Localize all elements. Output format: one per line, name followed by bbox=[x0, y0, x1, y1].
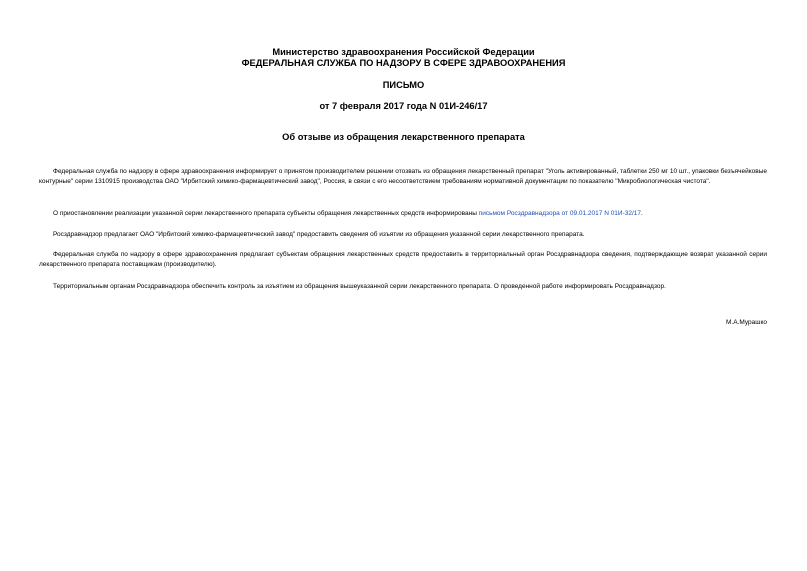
paragraph-subjects-request: Федеральная служба по надзору в сфере здравоохранения предлагает субъектам обращения лекарственных средств предоставить в территориальный орган Росздравнадзора сведения, подтверждающие возврат указанной серии лекарственного препарата поставщикам (производителю). bbox=[39, 250, 767, 268]
reference-letter-link[interactable]: письмом Росздравнадзора от 09.01.2017 N 01И-32/17 bbox=[478, 209, 642, 217]
paragraph-recall-notice: Федеральная служба по надзору в сфере здравоохранения информирует о принятом производителем решении отозвать из обращения лекарственный препарат "Уголь активированный, таблетки 250 мг 10 шт., упаковки безъячейковые контурные" серии 1310915 производства ОАО "Ирбитский химико-фармацевтический завод", Россия, в связи с его несоответствием требованиям нормативной документации по показателю "Микробиологическая чистота". bbox=[39, 167, 767, 185]
signature-name: М.А.Мурашко bbox=[725, 319, 767, 326]
paragraph-suspension-info bbox=[39, 209, 767, 219]
document-date-number: от 7 февраля 2017 года N 01И-246/17 bbox=[319, 101, 488, 111]
paragraph-suspension-text: О приостановлении реализации указанной серии лекарственного препарата субъекты обращения лекарственных средств информированы bbox=[53, 209, 479, 217]
paragraph-suspension-end: . bbox=[641, 209, 643, 217]
ministry-name: Министерство здравоохранения Российской Федерации bbox=[272, 47, 535, 57]
paragraph-manufacturer-request: Росздравнадзор предлагает ОАО "Ирбитский химико-фармацевтический завод" предоставить сведения об изъятии из обращения указанной серии лекарственного препарата. bbox=[53, 230, 585, 238]
service-name: ФЕДЕРАЛЬНАЯ СЛУЖБА ПО НАДЗОРУ В СФЕРЕ ЗДРАВООХРАНЕНИЯ bbox=[241, 58, 566, 68]
document-type: ПИСЬМО bbox=[382, 80, 425, 90]
document-subject: Об отзыве из обращения лекарственного препарата bbox=[282, 132, 525, 142]
paragraph-territorial-control: Территориальным органам Росздравнадзора обеспечить контроль за изъятием из обращения вышеуказанной серии лекарственного препарата. О проведенной работе информировать Росздравнадзор. bbox=[53, 282, 666, 290]
